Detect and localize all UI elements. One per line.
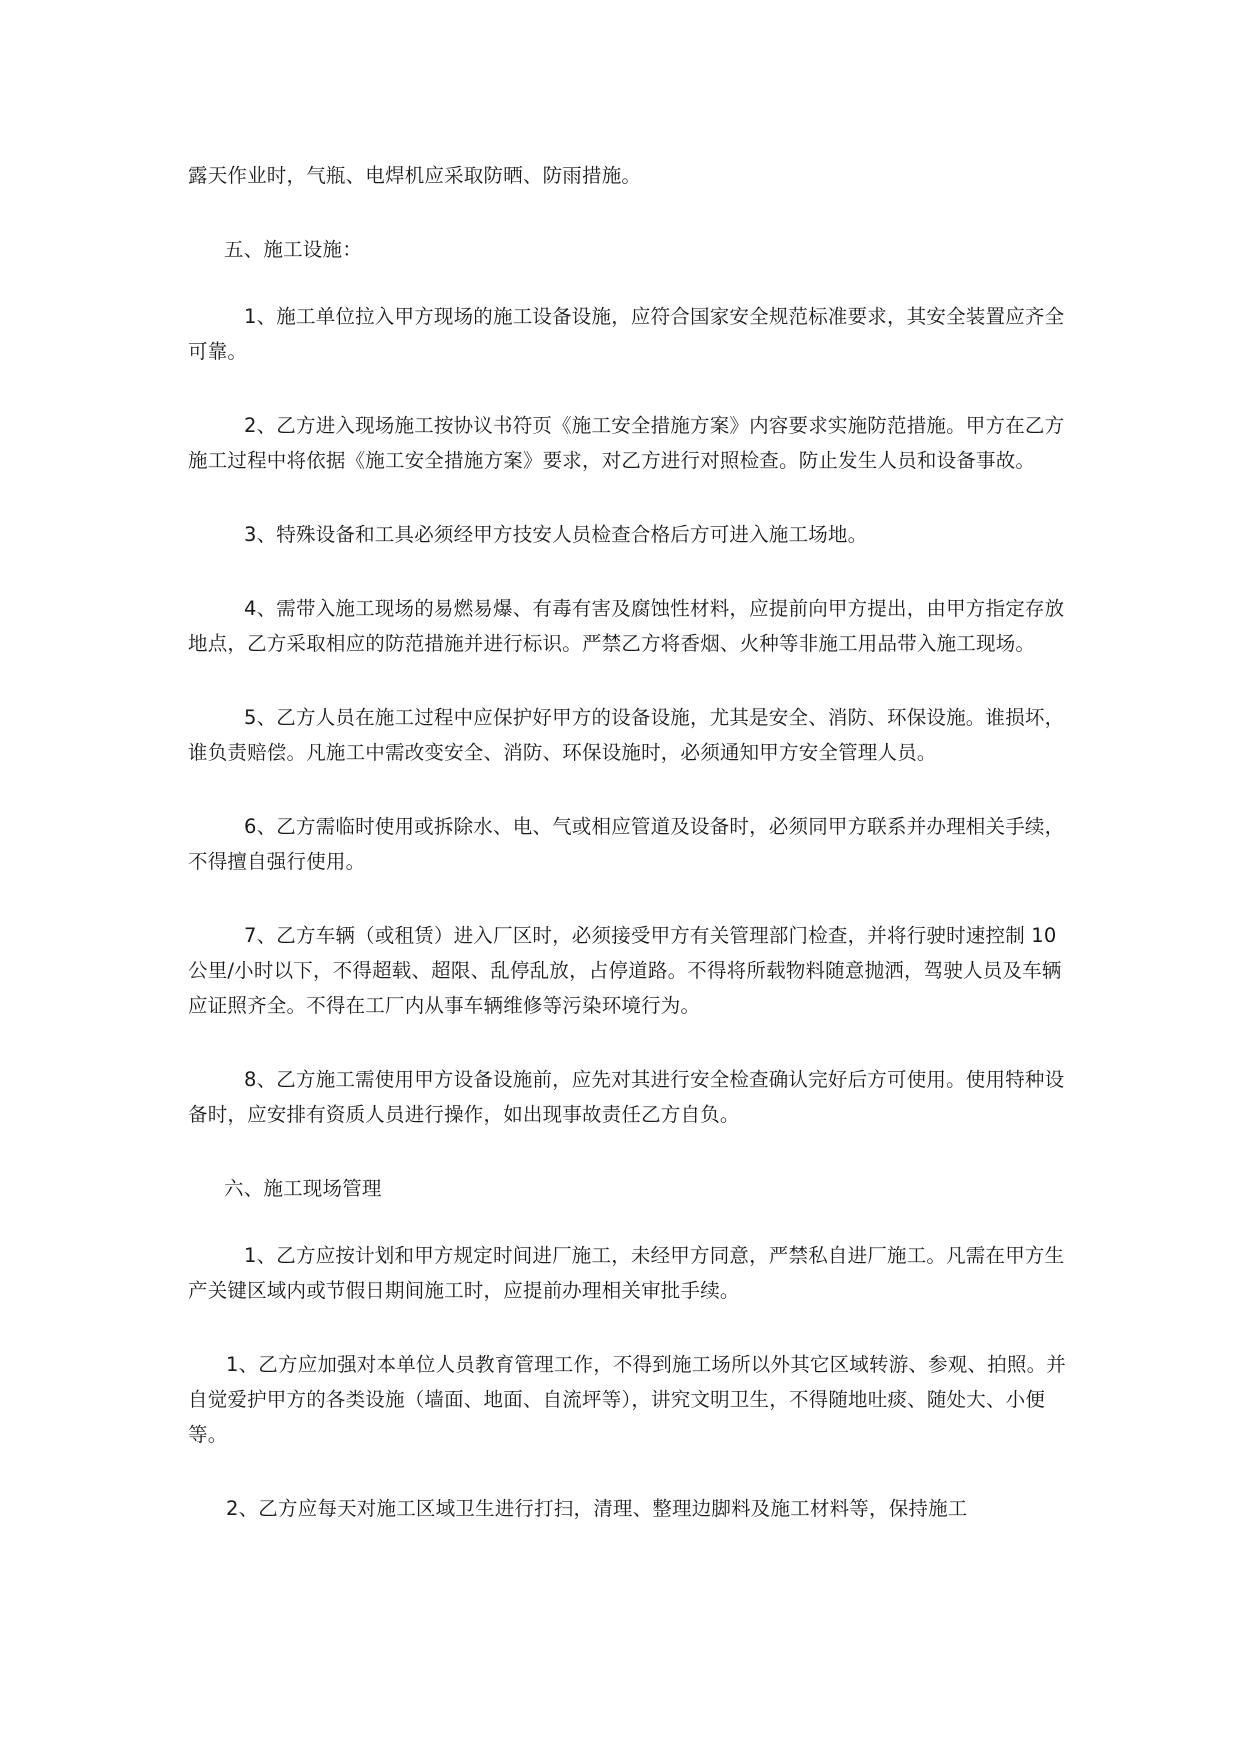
clause-6-1b: 1、乙方应加强对本单位人员教育管理工作，不得到施工场所以外其它区域转游、参观、拍照。并自觉爱护甲方的各类设施（墙面、地面、自流坪等），讲究文明卫生，不得随地吐痰、随处大、小便等。 <box>188 1353 1067 1446</box>
clause-5-7: 7、乙方车辆（或租赁）进入厂区时，必须接受甲方有关管理部门检查，并将行驶时速控制 10 公里/小时以下，不得超载、超限、乱停乱放，占停道路。不得将所载物料随意抛洒，驾驶人员及车辆应证照齐全。不得在工厂内从事车辆维修等污染环境行为。 <box>188 924 1063 1017</box>
clause-5-3: 3、特殊设备和工具必须经甲方技安人员检查合格后方可进入施工场地。 <box>244 523 868 546</box>
document-page <box>188 158 1066 1526</box>
clause-6-1: 1、乙方应按计划和甲方规定时间进厂施工，未经甲方同意，严禁私自进厂施工。凡需在甲方生产关键区域内或节假日期间施工时，应提前办理相关审批手续。 <box>188 1244 1065 1302</box>
section-heading-site-management: 六、施工现场管理 <box>224 1177 382 1200</box>
paragraph-continuation: 露天作业时，气瓶、电焊机应采取防晒、防雨措施。 <box>188 164 642 187</box>
clause-5-4: 4、需带入施工现场的易燃易爆、有毒有害及腐蚀性材料，应提前向甲方提出，由甲方指定存放地点，乙方采取相应的防范措施并进行标识。严禁乙方将香烟、火种等非施工用品带入施工现场。 <box>188 597 1065 655</box>
clause-5-2: 2、乙方进入现场施工按协议书符页《施工安全措施方案》内容要求实施防范措施。甲方在乙方施工过程中将依据《施工安全措施方案》要求，对乙方进行对照检查。防止发生人员和设备事故。 <box>188 414 1065 472</box>
section-heading-construction-facilities: 五、施工设施： <box>224 238 362 261</box>
clause-5-6: 6、乙方需临时使用或拆除水、电、气或相应管道及设备时，必须同甲方联系并办理相关手续，不得擅自强行使用。 <box>188 815 1065 873</box>
clause-5-5: 5、乙方人员在施工过程中应保护好甲方的设备设施，尤其是安全、消防、环保设施。谁损坏，谁负责赔偿。凡施工中需改变安全、消防、环保设施时，必须通知甲方安全管理人员。 <box>188 706 1065 764</box>
clause-5-1: 1、施工单位拉入甲方现场的施工设备设施，应符合国家安全规范标准要求，其安全装置应齐全可靠。 <box>188 305 1065 363</box>
clause-6-2: 2、乙方应每天对施工区域卫生进行打扫，清理、整理边脚料及施工材料等，保持施工 <box>226 1497 968 1520</box>
clause-5-8: 8、乙方施工需使用甲方设备设施前，应先对其进行安全检查确认完好后方可使用。使用特种设备时，应安排有资质人员进行操作，如出现事故责任乙方自负。 <box>188 1068 1065 1126</box>
